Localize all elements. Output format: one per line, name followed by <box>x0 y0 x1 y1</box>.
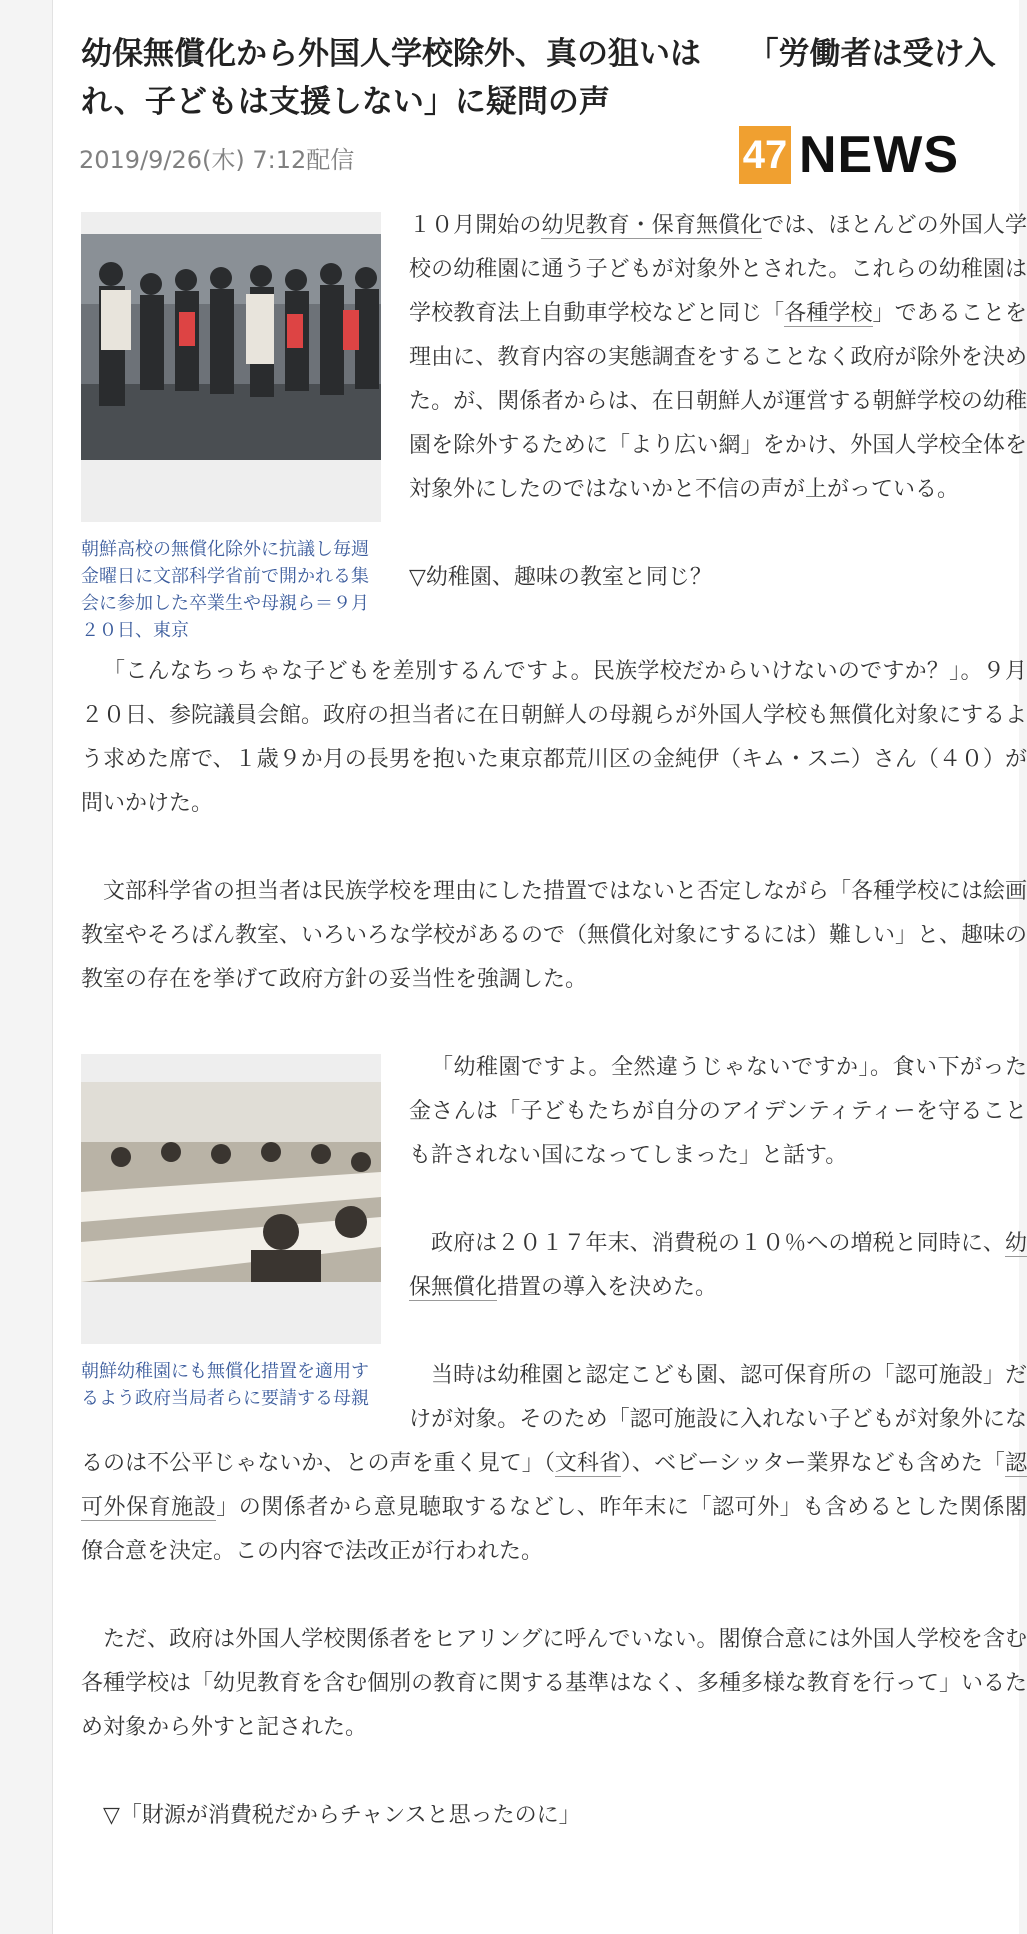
meeting-photo-icon[interactable] <box>81 1054 381 1344</box>
figure-meeting <box>81 1046 381 1412</box>
figure-protest <box>81 204 381 644</box>
text-run: では、ほとんどの外国人学校の幼稚園に通う子どもが対象外とされた。これらの幼稚園は学校教育法上自動車学校などと同じ「 <box>409 213 1027 326</box>
keyword-link[interactable]: 文科省 <box>554 1451 621 1476</box>
keyword-link[interactable]: 認可外保育施設 <box>81 1451 1027 1520</box>
article-body <box>81 204 1027 1882</box>
article-page <box>52 0 1027 1934</box>
text-run: 」であることを理由に、教育内容の実態調査をすることなく政府が除外を決めた。が、関係者からは、在日朝鮮人が運営する朝鮮学校の幼稚園を除外するために「より広い網」をかけ、外国人学校全体を対象外にしたのではないかと不信の声が上がっている。 <box>409 301 1027 502</box>
logo-number: 47 <box>739 126 791 184</box>
paragraph-3: 文部科学省の担当者は民族学校を理由にした措置ではないと否定しながら「各種学校には絵画教室やそろばん教室、いろいろな学校があるので（無償化対象にするには）難しい」と、趣味の教室の存在を挙げて政府方針の妥当性を強調した。 <box>81 879 1027 992</box>
47news-logo[interactable] <box>739 126 959 184</box>
keyword-link[interactable]: 幼児教育・保育無償化 <box>541 213 763 238</box>
keyword-link[interactable]: 幼保無償化 <box>409 1231 1027 1300</box>
text-run: 措置の導入を決めた。 <box>497 1275 718 1300</box>
section-heading: ▽幼稚園、趣味の教室と同じ？ <box>409 565 712 590</box>
logo-word: NEWS <box>799 126 959 184</box>
protest-photo-icon[interactable] <box>81 212 381 522</box>
text-run: １０月開始の <box>409 213 542 238</box>
text-run: ）、ベビーシッター業界なども含めた「 <box>621 1451 1005 1476</box>
text-run: 政府は２０１７年末、消費税の１０％への増税と同時に、 <box>431 1231 1005 1256</box>
article-title: 幼保無償化から外国人学校除外、真の狙いは 「労働者は受け入れ、子どもは支援しない」に疑問の声 <box>81 36 996 120</box>
text-run: 」の関係者から意見聴取するなどし、昨年末に「認可外」も含めるとした関係閣僚合意を決定。この内容で法改正が行われた。 <box>81 1495 1027 1564</box>
keyword-link[interactable]: 各種学校 <box>784 301 873 326</box>
figure-caption: 朝鮮幼稚園にも無償化措置を適用するよう政府当局者らに要請する母親 <box>81 1361 369 1409</box>
publish-date: 2019/9/26(木) 7:12配信 <box>79 146 355 174</box>
text-run: 当時は幼稚園と認定こども園、認可保育所の「認可施設」だけが対象。そのため「認可施設に入れない子どもが対象外になるのは不公平じゃないか、との声を重く見て」（ <box>81 1363 1027 1476</box>
paragraph-2: 「こんなちっちゃな子どもを差別するんですよ。民族学校だからいけないのですか？」。９月２０日、参院議員会館。政府の担当者に在日朝鮮人の母親らが外国人学校も無償化対象にするよう求めた席で、１歳９か月の長男を抱いた東京都荒川区の金純伊（キム・スニ）さん（４０）が問いかけた。 <box>81 659 1027 816</box>
section-heading: ▽「財源が消費税だからチャンスと思ったのに」 <box>103 1803 581 1828</box>
paragraph-4: 「幼稚園ですよ。全然違うじゃないですか」。食い下がった金さんは「子どもたちが自分のアイデンティティーを守ることも許されない国になってしまった」と話す。 <box>409 1055 1027 1168</box>
paragraph-7: ただ、政府は外国人学校関係者をヒアリングに呼んでいない。閣僚合意には外国人学校を含む各種学校は「幼児教育を含む個別の教育に関する基準はなく、多種多様な教育を行って」いるため対象から外すと記された。 <box>81 1627 1027 1740</box>
figure-caption: 朝鮮高校の無償化除外に抗議し毎週金曜日に文部科学省前で開かれる集会に参加した卒業生や母親ら＝９月２０日、東京 <box>81 539 369 641</box>
